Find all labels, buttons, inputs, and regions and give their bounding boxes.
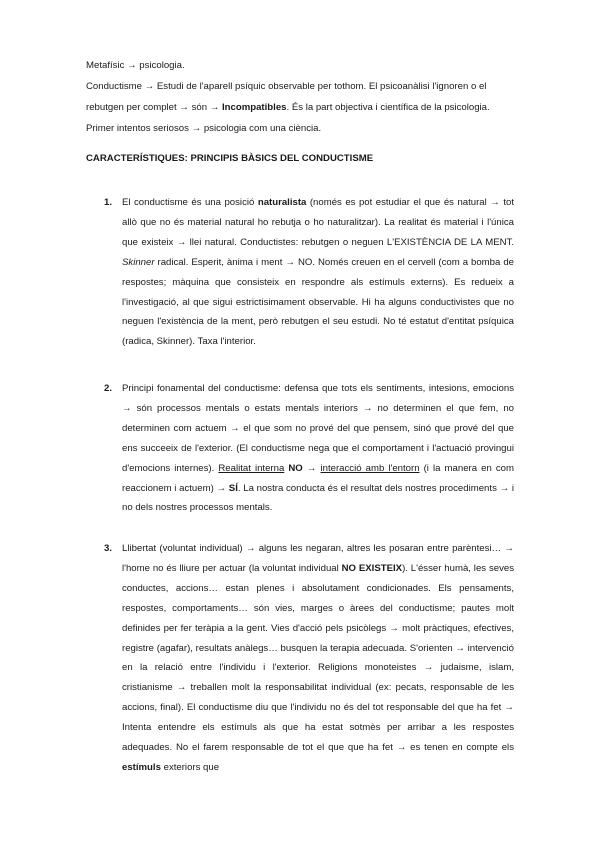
intro-line-2 <box>86 77 486 97</box>
item-paragraph <box>122 539 514 778</box>
para-text: (i la manera en com reaccionem i actuem) → <box>122 462 514 494</box>
intro-text: Primer intentos seriosos → psicologia com una ciència. <box>86 123 322 134</box>
para-text: exteriors que <box>160 761 220 773</box>
para-underlined: Realitat interna <box>218 462 285 474</box>
para-bold: NO EXISTEIX <box>341 562 403 574</box>
item-paragraph <box>122 379 514 518</box>
para-underlined: interacció amb l'entorn <box>320 462 420 474</box>
intro-text: rebutgen per complet → són → <box>86 102 222 113</box>
para-bold: SÍ <box>228 482 238 494</box>
item-number: 1. <box>104 197 113 208</box>
para-italic: Skinner <box>122 256 155 268</box>
intro-line-3 <box>86 98 490 118</box>
para-text: (només es pot estudiar el que és natural → tot allò que no és material natural ho rebutja o ho naturalitzar). La realitat és material i l'única que existeix → llei natural. Conductistes: rebutgen o neguen L'EXISTÈNCIA DE LA MENT. <box>122 197 515 248</box>
para-text: Llibertat (voluntat individual) → alguns les negaran, altres les posaran entre parèntesi… → l'home no és lliure per actuar (la voluntat individual <box>122 543 514 574</box>
para-text: Principi fonamental del conductisme: defensa que tots els sentiments, intesions, emocions → són processos mentals o estats mentals interiors → no determinen el que fem, no determinen com actuem → el que som no prové del que pensem, sinó que prové del que ens succeeix de l'exterior. (El conductisme nega que el comportament i l'actuació provingui d'emocions internes). <box>122 383 514 474</box>
para-bold: naturalista <box>257 197 307 208</box>
para-text: ). L'ésser humà, les seves conductes, accions… estan plenes i absolutament condicionades. Els pensaments, respostes, comportaments… són vies, marges o àrees del conductisme; pautes molt definides per fer teràpia a la gent. Vies d'acció pels psicòlegs → molt pràctiques, efectives, registre (agafar), resultats anàlegs… busquen la terapia adecuada. S'orienten → intervenció en la relació entre l'individu i l'exterior. Religions monoteistes → judaisme, islam, cristianisme → treballen molt la responsabilitat individual (ex: pecats, responsable de les accions, final). El conductisme diu que l'individu no és del tot responsable del que ha fet → Intenta entendre els estímuls als que ha estat sotmès per arribar a les respostes adequades. No el farem responsable de tot el que que ha fet → es tenen en compte els <box>122 562 515 754</box>
intro-text: . És la part objectiva i científica de la psicologia. <box>286 102 490 113</box>
para-bold: estímuls <box>122 761 161 773</box>
item-paragraph <box>122 193 514 352</box>
intro-line-1 <box>86 56 185 76</box>
intro-text: Conductisme → Estudi de l'aparell psíquic observable per tothom. El psicoanàlisi l'ignoren o el <box>86 81 487 92</box>
para-text: radical. Esperit, ànima i ment → NO. Només creuen en el cervell (com a bomba de respostes; màquina que consisteix en respondre als estímuls externs). Es redueix a l'investigació, al que sigui estrictisimament observable. Hi ha alguns conductivistes que no neguen l'existència de la ment, però rebutgen el seu estudi. No té estatut d'entitat psíquica (radica, Skinner). Taxa l'interior. <box>122 256 514 348</box>
para-text: . La nostra conducta és el resultat dels nostres procediments → i no dels nostres processos mentals. <box>122 482 514 514</box>
intro-line-4 <box>86 119 321 139</box>
intro-text: Metafísic → psicologia. <box>86 60 185 71</box>
para-text: El conductisme és una posició <box>122 197 258 208</box>
section-heading: CARACTERÍSTIQUES: PRINCIPIS BÀSICS DEL CONDUCTISME <box>86 153 374 164</box>
para-text: → <box>302 462 321 474</box>
item-number: 3. <box>104 543 113 554</box>
para-bold: NO <box>288 462 303 474</box>
item-number: 2. <box>104 383 113 394</box>
intro-bold-term: Incompatibles <box>221 102 287 113</box>
